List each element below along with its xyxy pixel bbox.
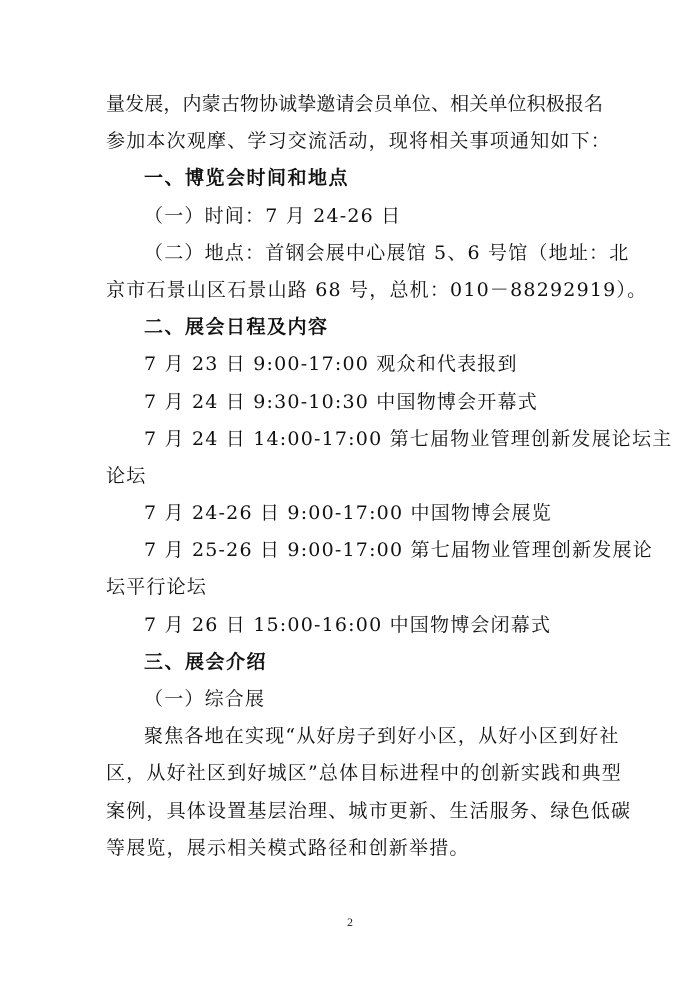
schedule-item: 7 月 23 日 9:00-17:00 观众和代表报到	[144, 353, 518, 376]
paragraph-line: 参加本次观摩、学习交流活动，现将相关事项通知如下：	[106, 130, 612, 153]
section-heading: 一、博览会时间和地点	[144, 167, 350, 190]
schedule-item: 7 月 26 日 15:00-16:00 中国物博会闭幕式	[144, 613, 552, 636]
page-number: 2	[347, 915, 353, 929]
subsection-heading: （一）综合展	[144, 688, 266, 710]
paragraph-line: 案例，具体设置基层治理、城市更新、生活服务、绿色低碳	[106, 799, 632, 822]
schedule-item-continuation: 论坛	[106, 464, 147, 487]
document-body	[106, 86, 673, 867]
schedule-item: 7 月 24 日 9:30-10:30 中国物博会开幕式	[144, 390, 538, 413]
event-time: （一）时间：7 月 24-26 日	[144, 204, 402, 227]
paragraph-line: 量发展，内蒙古物协诚挚邀请会员单位、相关单位积极报名	[106, 93, 603, 115]
paragraph-line: 等展览，展示相关模式路径和创新举措。	[106, 836, 470, 859]
paragraph-line: 区，从好社区到好城区”总体目标进程中的创新实践和典型	[106, 762, 622, 785]
schedule-item: 7 月 24 日 14:00-17:00 第七届物业管理创新发展论坛主	[144, 427, 673, 450]
section-heading: 二、展会日程及内容	[144, 316, 329, 339]
paragraph-line: 聚焦各地在实现“从好房子到好小区，从好小区到好社	[144, 725, 620, 748]
schedule-item: 7 月 24-26 日 9:00-17:00 中国物博会展览	[144, 502, 552, 525]
schedule-item: 7 月 25-26 日 9:00-17:00 第七届物业管理创新发展论	[144, 539, 653, 562]
event-address: 京市石景山区石景山路 68 号，总机：010－88292919）。	[106, 278, 648, 301]
section-heading: 三、展会介绍	[144, 650, 268, 673]
schedule-item-continuation: 坛平行论坛	[106, 576, 208, 599]
event-location: （二）地点：首钢会展中心展馆 5、6 号馆（地址：北	[144, 241, 630, 264]
